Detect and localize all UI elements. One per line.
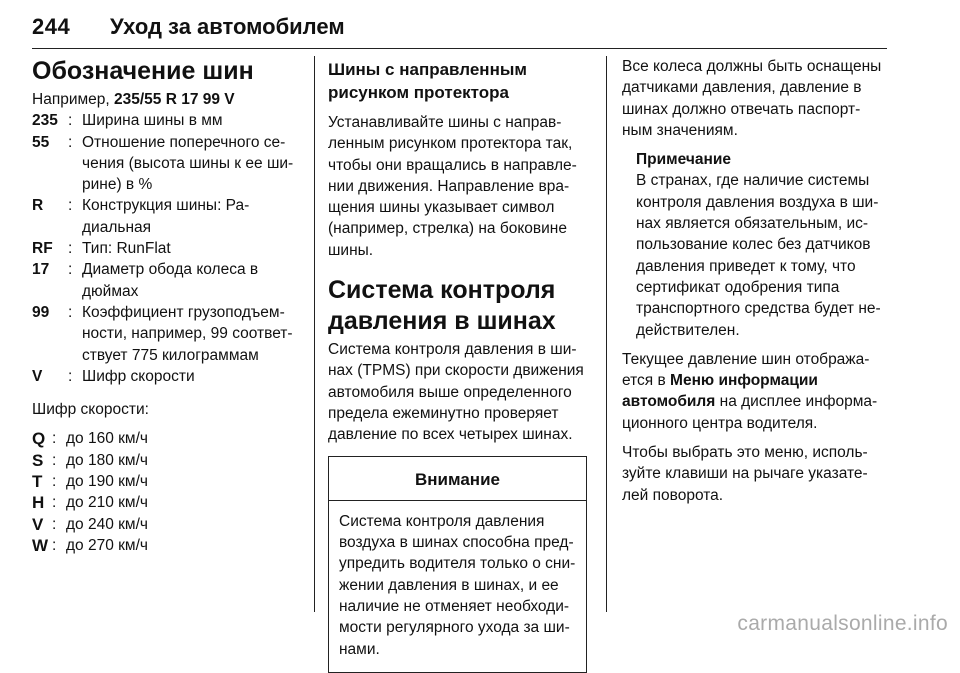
colon: : [52,430,57,448]
column-tire-designation [32,56,304,556]
menu-select-paragraph: Чтобы выбрать это меню, исполь-зуйте клавиши на рычаге указате-лей поворота. [622,444,868,504]
speed-desc: до 160 км/ч [66,430,148,448]
definition-term: 235 [32,112,58,130]
page-number: 244 [32,14,71,39]
definition-desc: Конструкция шины: Ра-диальная [82,197,250,236]
column-divider [606,56,607,612]
page-header [32,10,887,49]
display-prefix: Текущее давление шин отобража-ется в [622,350,870,390]
note-block [636,149,890,341]
definition-desc: Коэффициент грузоподъем-ности, например, 99 соответ-ствует 775 килограммам [82,303,293,364]
colon: : [52,494,57,512]
column-divider [314,56,315,612]
colon: : [68,303,73,321]
speed-term: Q [32,429,46,449]
definition-desc: Ширина шины в мм [82,112,223,130]
speed-desc: до 270 км/ч [66,536,148,554]
definition-term: V [32,367,43,385]
example-value: 235/55 R 17 99 V [114,91,235,108]
definition-term: R [32,197,44,215]
speed-desc: до 190 км/ч [66,473,148,491]
definition-desc: Отношение поперечного се-чения (высота шины к ее ши-рине) в % [82,133,294,194]
directional-paragraph: Устанавливайте шины с направ-ленным рисунком протектора так, чтобы они вращались в направле-нии движения. Направление вра-щения шины указывает символ (например, стрелка) на боковине шины. [328,114,577,259]
warning-body: Система контроля давления воздуха в шинах способна пред-упредить водителя только о сни-жении давления в шинах, и ее наличие не отменяет необходи-мости регулярного ухода за ши-нами. [339,512,576,658]
definition-term: 99 [32,303,50,321]
colon: : [68,261,73,279]
display-suffix: на дисплее информа-ционного центра водителя. [622,393,878,432]
note-title: Примечание [636,151,731,169]
definition-term: 55 [32,133,50,151]
column-tpms [328,56,590,673]
sensors-paragraph: Все колеса должны быть оснащены датчиками давления, давление в шинах должно отвечать паспорт-ным значениям. [622,58,882,139]
colon: : [52,515,57,533]
colon: : [68,367,73,385]
display-paragraph [622,349,890,434]
watermark: carmanualsonline.info [737,612,948,635]
example-line [32,89,304,110]
section-title-tire-designation: Обозначение шин [32,57,254,85]
colon: : [52,473,57,491]
speed-desc: до 180 км/ч [66,451,148,469]
definition-desc: Тип: RunFlat [82,240,171,258]
speed-term: H [32,493,45,513]
definition-desc: Шифр скорости [82,367,195,385]
warning-title: Внимание [329,457,586,501]
speed-desc: до 210 км/ч [66,494,148,512]
speed-code-list [32,428,304,556]
colon: : [52,536,57,554]
colon: : [68,240,73,258]
menu-name: Меню информации автомобиля [622,372,818,411]
subsection-title-directional: Шины с направленным рисунком протектора [328,60,527,102]
speed-desc: до 240 км/ч [66,515,148,533]
section-title-tpms: Система контроля давления в шинах [328,276,556,336]
tpms-paragraph: Система контроля давления в ши-нах (TPMS) при скорости движения автомобиля выше определенного предела ежеминутно проверяет давление по всех четырех шинах. [328,341,584,444]
warning-box [328,456,587,673]
colon: : [68,197,73,215]
speed-term: T [32,472,43,492]
chapter-title: Уход за автомобилем [110,14,345,39]
speed-term: W [32,535,49,555]
column-tpms-continued [622,56,890,514]
speed-intro: Шифр скорости: [32,401,149,419]
definition-desc: Диаметр обода колеса в дюймах [82,261,259,300]
colon: : [68,133,73,151]
colon: : [52,451,57,469]
note-body: В странах, где наличие системы контроля давления воздуха в ши-нах является обязательным, ис-пользование колес без датчиков давления приведет к тому, что сертификат одобрения типа транспортного средства будет не-действителен. [636,172,881,339]
example-prefix: Например, [32,91,114,108]
definition-list [32,110,304,387]
speed-term: V [32,514,44,534]
definition-term: RF [32,240,53,258]
colon: : [68,112,73,130]
speed-term: S [32,450,44,470]
definition-term: 17 [32,261,50,279]
